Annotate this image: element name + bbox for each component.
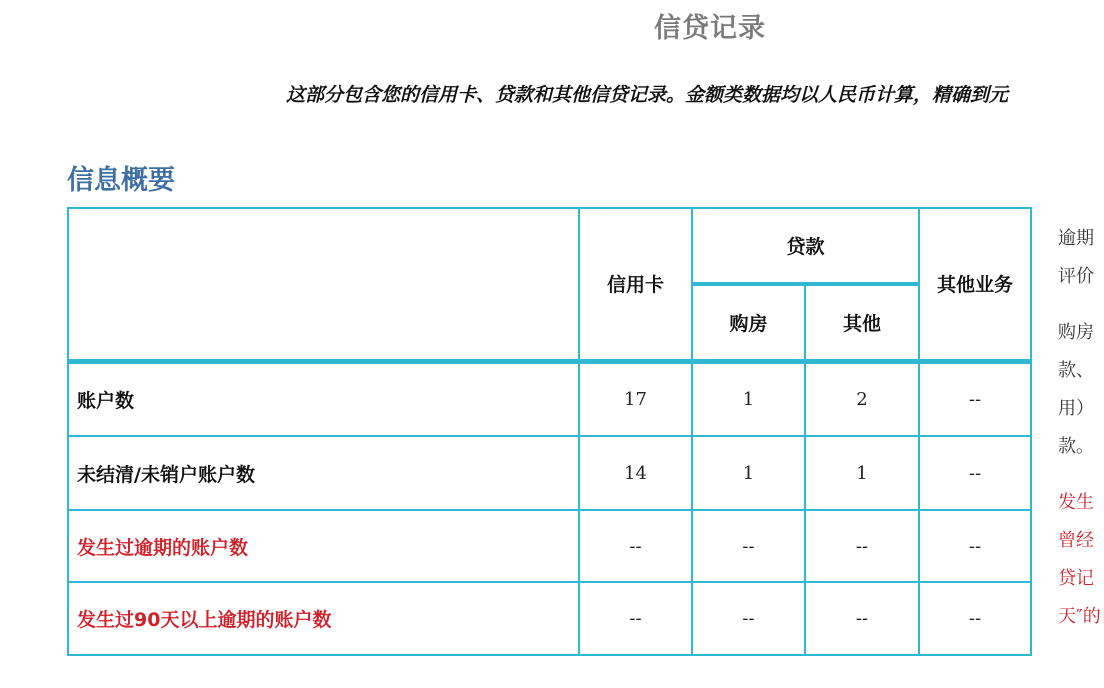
page-title: 信贷记录 — [654, 13, 766, 44]
side-note — [1058, 220, 1104, 296]
value-credit-card: -- — [579, 510, 692, 582]
row-label-warning: 发生过逾期的账户数 — [68, 510, 579, 582]
side-note-line: 贷记 — [1058, 568, 1094, 589]
value-loan-other: 1 — [805, 436, 919, 510]
value-other-business: -- — [919, 361, 1031, 436]
row-label: 未结清/未销户账户数 — [68, 436, 579, 510]
value-loan-housing: 1 — [692, 436, 805, 510]
header-loan-other: 其他 — [805, 284, 919, 361]
row-label: 账户数 — [68, 361, 579, 436]
side-note — [1058, 314, 1104, 466]
side-note-line: 购房 — [1058, 322, 1094, 343]
value-other-business: -- — [919, 510, 1031, 582]
side-note-line: 天″的 — [1058, 606, 1101, 627]
value-loan-housing: -- — [692, 582, 805, 655]
side-note-line: 逾期 — [1058, 228, 1094, 249]
value-credit-card: 17 — [579, 361, 692, 436]
side-notes — [1058, 220, 1104, 654]
header-other-business: 其他业务 — [919, 208, 1031, 361]
row-label-warning: 发生过90天以上逾期的账户数 — [68, 582, 579, 655]
value-loan-housing: -- — [692, 510, 805, 582]
header-loan-housing: 购房 — [692, 284, 805, 361]
summary-table — [67, 207, 1032, 656]
side-note-line: 款。 — [1058, 436, 1094, 457]
side-note-line: 曾经 — [1058, 530, 1094, 551]
header-row-1 — [68, 208, 1031, 284]
table-row — [68, 582, 1031, 655]
table-row — [68, 510, 1031, 582]
side-note-line: 评价 — [1058, 266, 1094, 287]
intro-text: 这部分包含您的信用卡、贷款和其他信贷记录。金额类数据均以人民币计算，精确到元 — [286, 84, 1009, 106]
value-other-business: -- — [919, 582, 1031, 655]
header-credit-card: 信用卡 — [579, 208, 692, 361]
value-loan-other: -- — [805, 510, 919, 582]
value-credit-card: -- — [579, 582, 692, 655]
side-note-line: 发生 — [1058, 492, 1094, 513]
side-note-warning — [1058, 484, 1104, 636]
value-credit-card: 14 — [579, 436, 692, 510]
header-blank-cell — [68, 208, 579, 361]
table-row — [68, 436, 1031, 510]
side-note-line: 款、 — [1058, 360, 1094, 381]
section-title: 信息概要 — [67, 165, 175, 196]
value-loan-other: 2 — [805, 361, 919, 436]
side-note-line: 用） — [1058, 398, 1094, 419]
header-loan: 贷款 — [692, 208, 919, 284]
value-loan-housing: 1 — [692, 361, 805, 436]
value-other-business: -- — [919, 436, 1031, 510]
value-loan-other: -- — [805, 582, 919, 655]
table-row — [68, 361, 1031, 436]
